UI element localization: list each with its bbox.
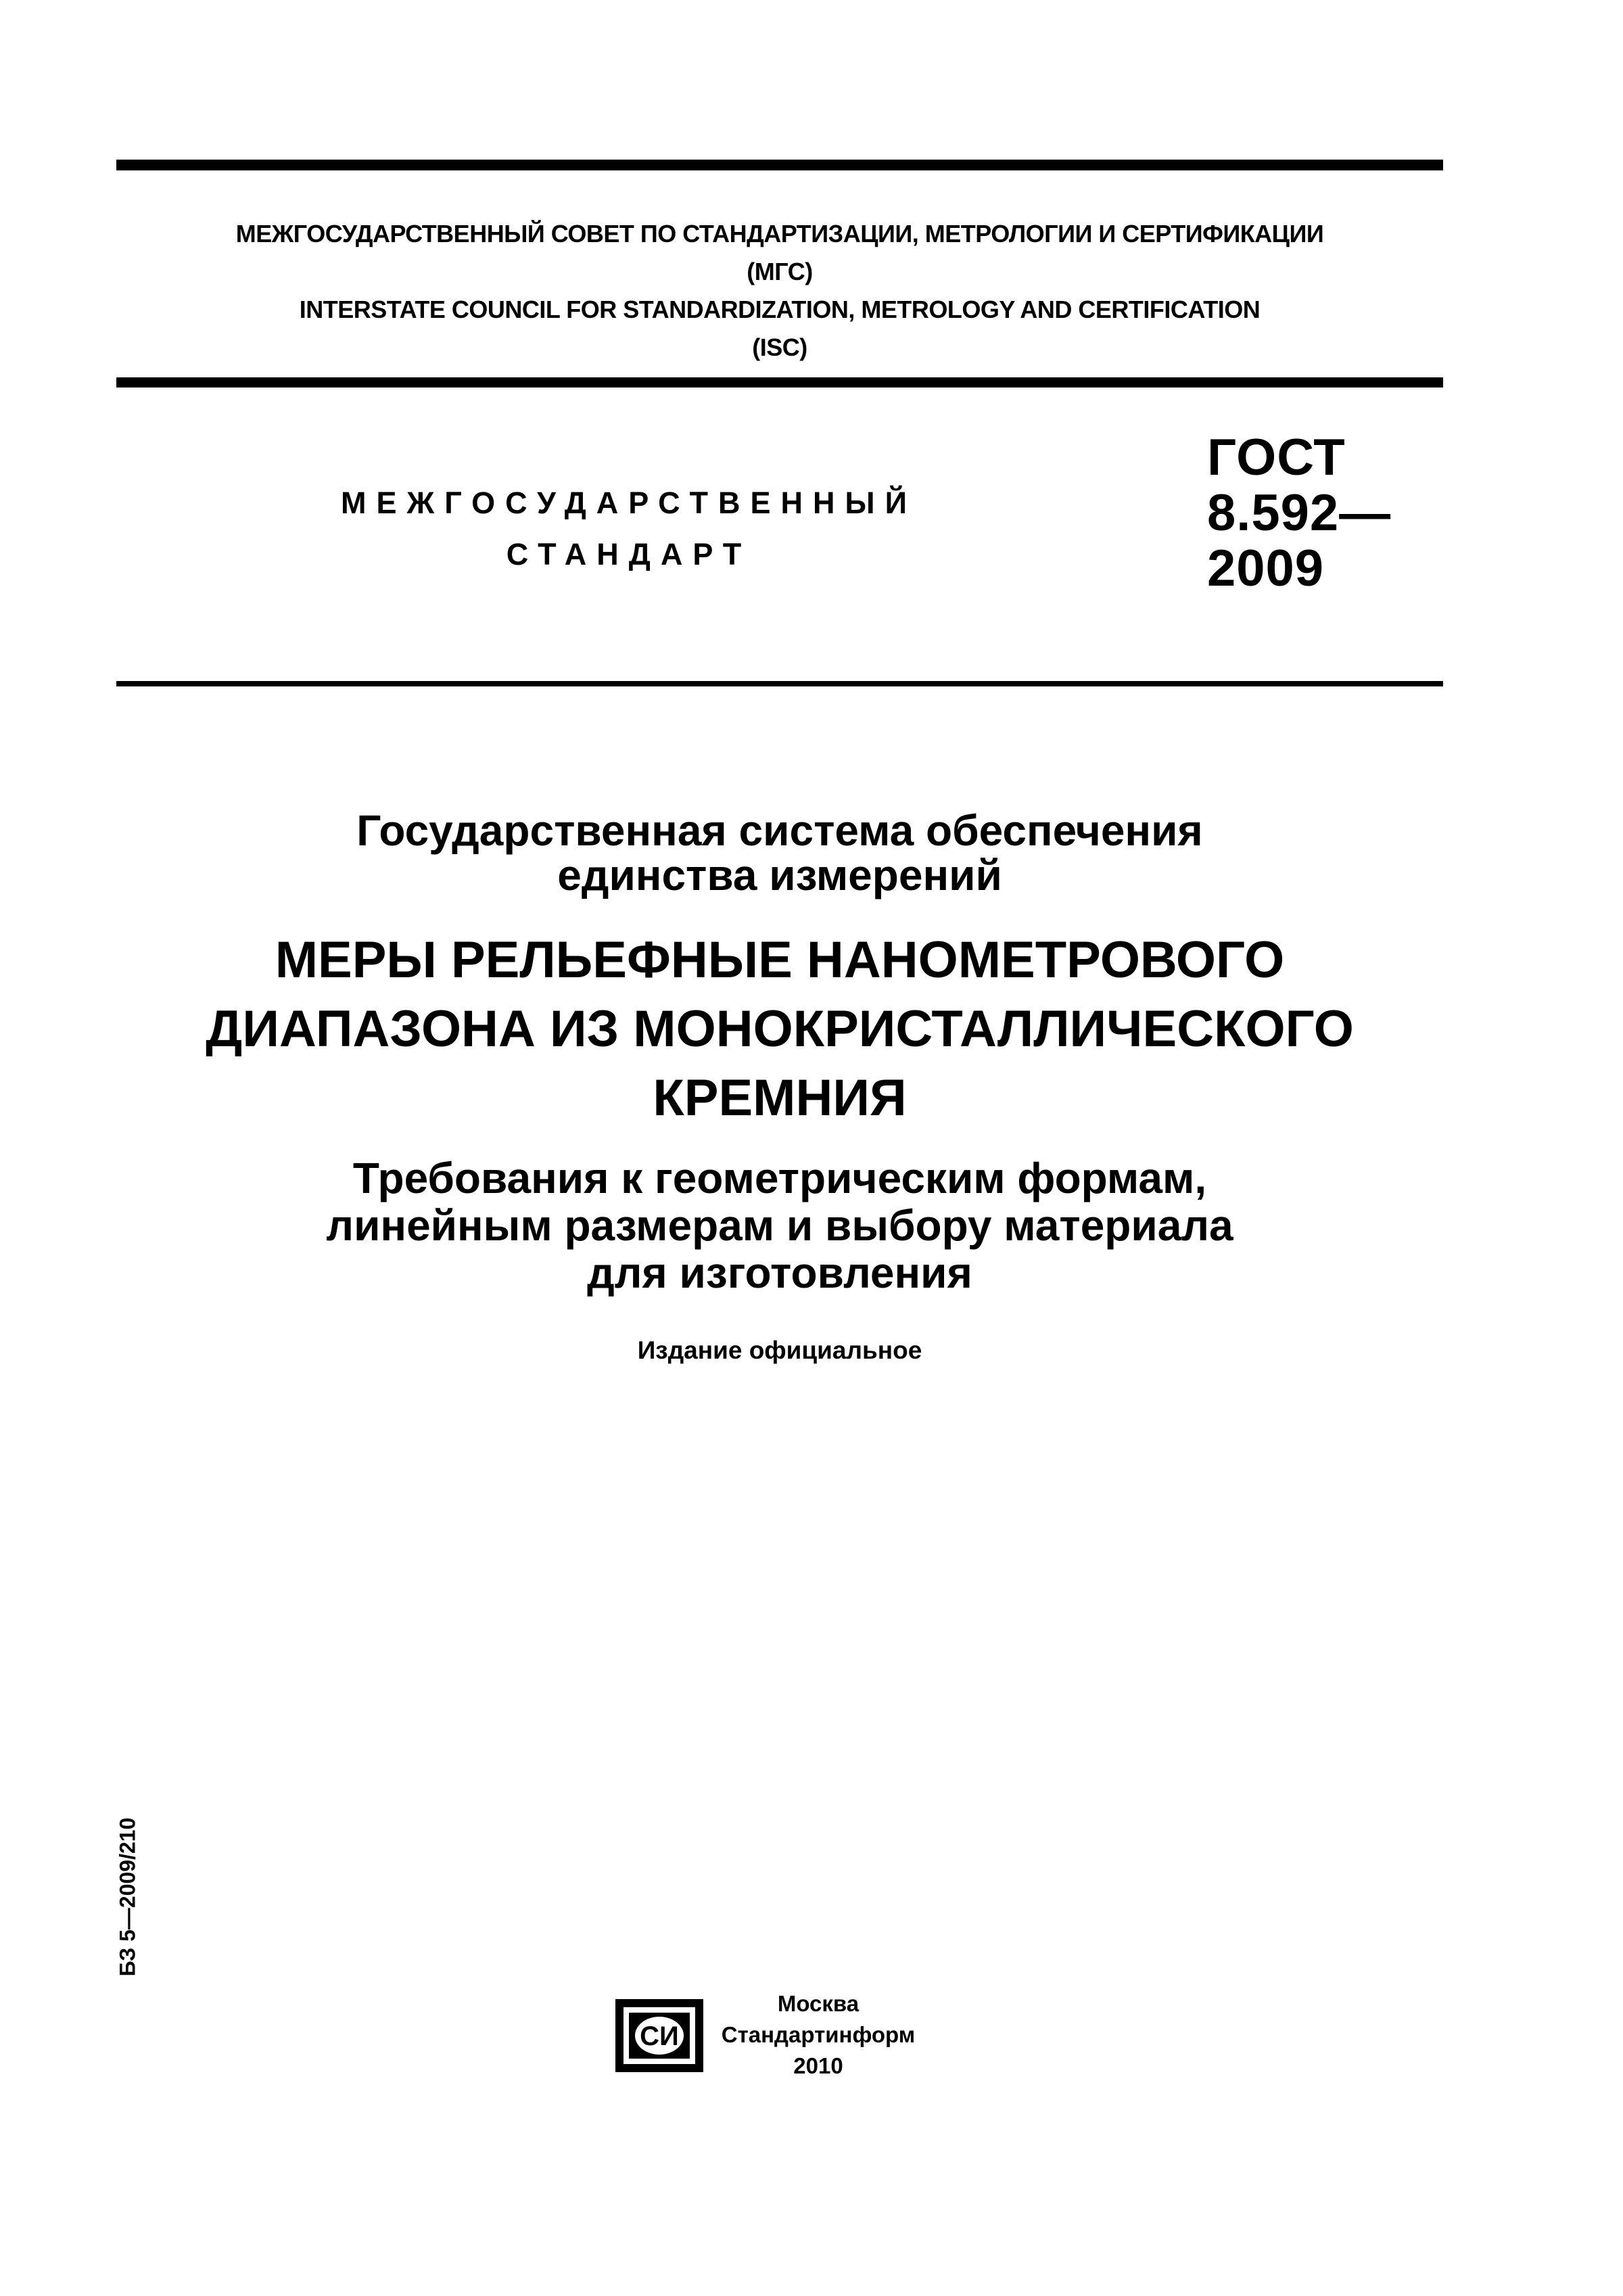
gost-code — [1207, 430, 1391, 596]
council-name-ru: МЕЖГОСУДАРСТВЕННЫЙ СОВЕТ ПО СТАНДАРТИЗАЦИИ, МЕТРОЛОГИИ И СЕРТИФИКАЦИИ — [235, 220, 1324, 248]
document-title-block — [116, 808, 1443, 1365]
main-title-line-3: КРЕМНИЯ — [653, 1069, 907, 1127]
council-header — [116, 215, 1443, 367]
main-title-line-1: МЕРЫ РЕЛЬЕФНЫЕ НАНОМЕТРОВОГО — [275, 931, 1285, 989]
gost-code-line-2: 8.592— — [1207, 484, 1392, 542]
main-title — [116, 926, 1443, 1133]
main-title-line-2: ДИАПАЗОНА ИЗ МОНОКРИСТАЛЛИЧЕСКОГО — [206, 1000, 1354, 1058]
lower-rule — [116, 681, 1443, 686]
standartinform-logo-icon — [609, 1994, 710, 2077]
top-rule — [116, 160, 1443, 170]
subtitle — [116, 1154, 1443, 1296]
council-name-en: INTERSTATE COUNCIL FOR STANDARDIZATION, METROLOGY AND CERTIFICATION — [299, 296, 1261, 323]
standard-type-line-2: СТАНДАРТ — [506, 537, 752, 571]
edition-label: Издание официальное — [637, 1336, 922, 1364]
publisher-name: Стандартинформ — [721, 2022, 916, 2047]
publisher-city: Москва — [777, 1991, 860, 2016]
council-abbr-ru: (МГС) — [747, 258, 813, 285]
series-title — [116, 808, 1443, 897]
subtitle-line-3: для изготовления — [587, 1248, 972, 1297]
standard-type — [291, 477, 967, 580]
side-registration-code: БЗ 5—2009/210 — [115, 1817, 140, 1977]
standard-type-line-1: МЕЖГОСУДАРСТВЕННЫЙ — [341, 486, 917, 520]
series-title-line-1: Государственная система обеспечения — [356, 806, 1203, 855]
logo-lettering: СИ — [640, 2021, 679, 2051]
middle-rule — [116, 377, 1443, 388]
subtitle-line-2: линейным размерам и выбору материала — [326, 1201, 1233, 1250]
publisher-block — [710, 1988, 926, 2082]
gost-code-line-1: ГОСТ — [1207, 429, 1346, 486]
series-title-line-2: единства измерений — [557, 851, 1002, 899]
publication-year: 2010 — [793, 2053, 843, 2078]
council-abbr-en: (ISC) — [752, 333, 807, 361]
gost-code-line-3: 2009 — [1207, 540, 1325, 597]
subtitle-line-1: Требования к геометрическим формам, — [352, 1154, 1207, 1202]
